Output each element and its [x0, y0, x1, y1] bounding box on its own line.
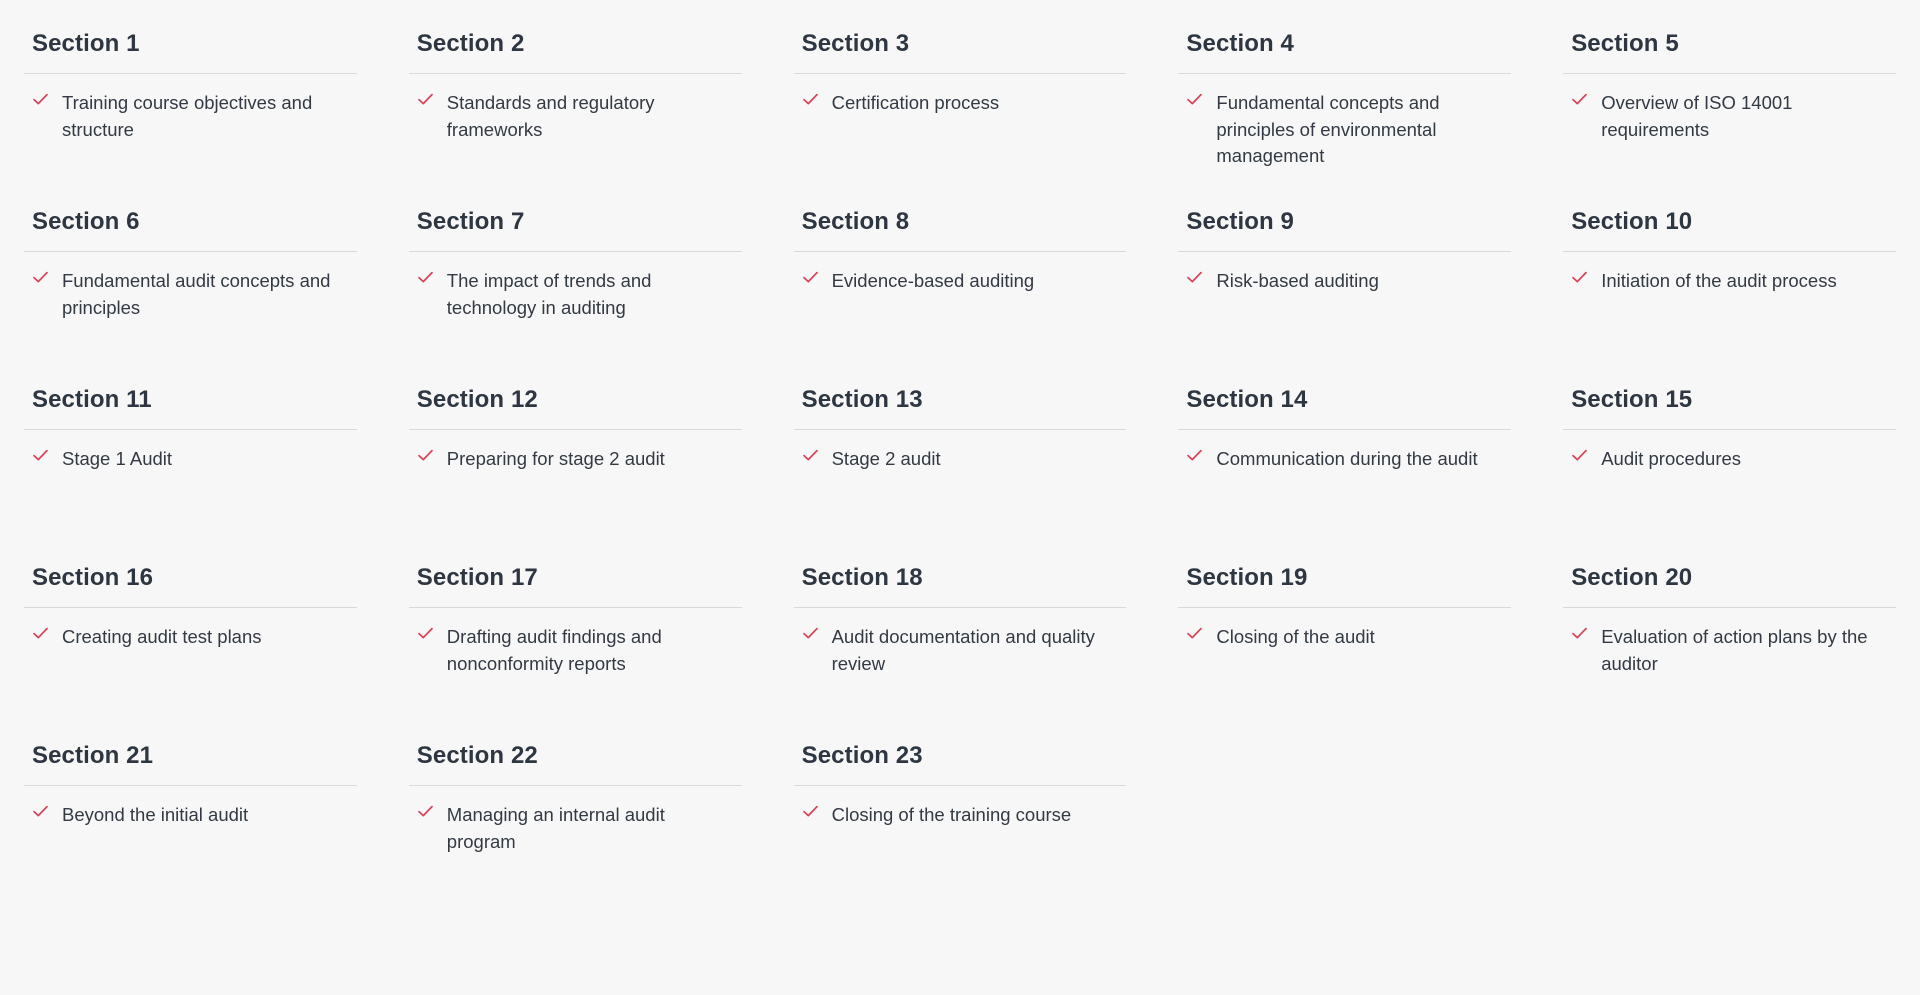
check-icon: [802, 625, 819, 647]
topic-item: [24, 624, 357, 651]
section-header: Section 14: [1178, 386, 1511, 430]
check-icon: [1571, 91, 1588, 113]
check-icon: [1571, 269, 1588, 291]
topic-text: Beyond the initial audit: [62, 803, 249, 825]
topic-item: [1563, 268, 1896, 295]
topic-item: [409, 802, 742, 856]
topic-item: [24, 446, 357, 473]
check-icon: [32, 803, 49, 825]
check-icon: [1186, 625, 1203, 647]
section-card: [794, 208, 1127, 386]
topic-text: Audit procedures: [1601, 447, 1742, 469]
section-card: [1563, 208, 1896, 386]
section-header: Section 3: [794, 30, 1127, 74]
check-icon: [802, 803, 819, 825]
empty-grid-cell: [1563, 742, 1896, 920]
check-icon: [802, 447, 819, 469]
section-card: [794, 30, 1127, 208]
section-header: Section 10: [1563, 208, 1896, 252]
check-icon: [32, 447, 49, 469]
topic-list: [794, 252, 1127, 295]
topic-text: Closing of the training course: [831, 803, 1072, 825]
topic-text: Fundamental concepts and principles of environmental management: [1216, 91, 1440, 167]
topic-item: [409, 90, 742, 144]
section-card: [409, 564, 742, 742]
topic-item: [794, 624, 1127, 678]
check-icon: [1186, 91, 1203, 113]
topic-list: [1563, 252, 1896, 295]
topic-item: [24, 802, 357, 829]
topic-list: [409, 252, 742, 322]
topic-text: Overview of ISO 14001 requirements: [1601, 91, 1793, 140]
check-icon: [417, 91, 434, 113]
section-header: Section 2: [409, 30, 742, 74]
topic-list: [1178, 252, 1511, 295]
topic-item: [1178, 446, 1511, 473]
topic-text: Stage 2 audit: [831, 447, 941, 469]
topic-item: [409, 624, 742, 678]
section-card: [1178, 386, 1511, 564]
topic-list: [794, 74, 1127, 117]
check-icon: [417, 269, 434, 291]
topic-text: Evaluation of action plans by the auditor: [1601, 625, 1868, 674]
section-header: Section 12: [409, 386, 742, 430]
section-header: Section 15: [1563, 386, 1896, 430]
check-icon: [417, 447, 434, 469]
section-card: [409, 742, 742, 920]
topic-item: [1563, 90, 1896, 144]
topic-item: [794, 90, 1127, 117]
topic-item: [1563, 624, 1896, 678]
check-icon: [1571, 447, 1588, 469]
section-header: Section 16: [24, 564, 357, 608]
section-card: [24, 30, 357, 208]
check-icon: [1186, 269, 1203, 291]
section-card: [1178, 564, 1511, 742]
section-card: [794, 386, 1127, 564]
check-icon: [32, 269, 49, 291]
topic-text: Risk-based auditing: [1216, 269, 1379, 291]
section-header: Section 13: [794, 386, 1127, 430]
section-card: [1178, 30, 1511, 208]
topic-text: Standards and regulatory frameworks: [446, 91, 655, 140]
topic-list: [794, 608, 1127, 678]
section-card: [794, 564, 1127, 742]
check-icon: [417, 803, 434, 825]
section-header: Section 7: [409, 208, 742, 252]
check-icon: [1571, 625, 1588, 647]
topic-list: [24, 430, 357, 473]
section-card: [1563, 386, 1896, 564]
check-icon: [802, 269, 819, 291]
check-icon: [417, 625, 434, 647]
check-icon: [802, 91, 819, 113]
topic-text: Creating audit test plans: [62, 625, 262, 647]
topic-list: [1563, 430, 1896, 473]
topic-item: [1178, 624, 1511, 651]
section-card: [794, 742, 1127, 920]
section-header: Section 22: [409, 742, 742, 786]
topic-list: [24, 74, 357, 144]
topic-item: [794, 802, 1127, 829]
topic-list: [1178, 608, 1511, 651]
topic-text: Managing an internal audit program: [446, 803, 665, 852]
topic-list: [409, 430, 742, 473]
topic-text: Initiation of the audit process: [1601, 269, 1837, 291]
check-icon: [32, 91, 49, 113]
section-card: [24, 742, 357, 920]
section-card: [409, 30, 742, 208]
topic-list: [794, 430, 1127, 473]
section-header: Section 5: [1563, 30, 1896, 74]
section-header: Section 17: [409, 564, 742, 608]
topic-item: [1178, 90, 1511, 170]
check-icon: [1186, 447, 1203, 469]
check-icon: [32, 625, 49, 647]
section-card: [24, 386, 357, 564]
topic-text: Communication during the audit: [1216, 447, 1478, 469]
topic-list: [1563, 608, 1896, 678]
section-card: [1563, 564, 1896, 742]
topic-item: [1178, 268, 1511, 295]
section-header: Section 1: [24, 30, 357, 74]
topic-item: [409, 446, 742, 473]
section-header: Section 11: [24, 386, 357, 430]
topic-text: Training course objectives and structure: [62, 91, 313, 140]
topic-item: [794, 268, 1127, 295]
section-card: [24, 208, 357, 386]
topic-text: Stage 1 Audit: [62, 447, 173, 469]
topic-text: Audit documentation and quality review: [831, 625, 1095, 674]
topic-item: [409, 268, 742, 322]
topic-item: [1563, 446, 1896, 473]
section-card: [409, 208, 742, 386]
topic-item: [794, 446, 1127, 473]
empty-grid-cell: [1178, 742, 1511, 920]
topic-list: [409, 608, 742, 678]
topic-text: The impact of trends and technology in auditing: [446, 269, 652, 318]
section-header: Section 18: [794, 564, 1127, 608]
topic-text: Drafting audit findings and nonconformity reports: [446, 625, 662, 674]
section-header: Section 20: [1563, 564, 1896, 608]
section-card: [409, 386, 742, 564]
section-header: Section 23: [794, 742, 1127, 786]
topic-list: [409, 786, 742, 856]
section-card: [1563, 30, 1896, 208]
section-card: [1178, 208, 1511, 386]
topic-text: Evidence-based auditing: [831, 269, 1035, 291]
topic-list: [1563, 74, 1896, 144]
topic-list: [1178, 430, 1511, 473]
topic-list: [24, 786, 357, 829]
topic-item: [24, 90, 357, 144]
section-header: Section 6: [24, 208, 357, 252]
topic-item: [24, 268, 357, 322]
topic-text: Closing of the audit: [1216, 625, 1375, 647]
section-header: Section 19: [1178, 564, 1511, 608]
topic-text: Fundamental audit concepts and principles: [62, 269, 331, 318]
topic-list: [24, 608, 357, 651]
section-header: Section 8: [794, 208, 1127, 252]
section-header: Section 21: [24, 742, 357, 786]
topic-list: [794, 786, 1127, 829]
topic-list: [1178, 74, 1511, 170]
topic-text: Preparing for stage 2 audit: [446, 447, 665, 469]
topic-text: Certification process: [831, 91, 1000, 113]
section-header: Section 4: [1178, 30, 1511, 74]
section-card: [24, 564, 357, 742]
section-header: Section 9: [1178, 208, 1511, 252]
topic-list: [409, 74, 742, 144]
topic-list: [24, 252, 357, 322]
